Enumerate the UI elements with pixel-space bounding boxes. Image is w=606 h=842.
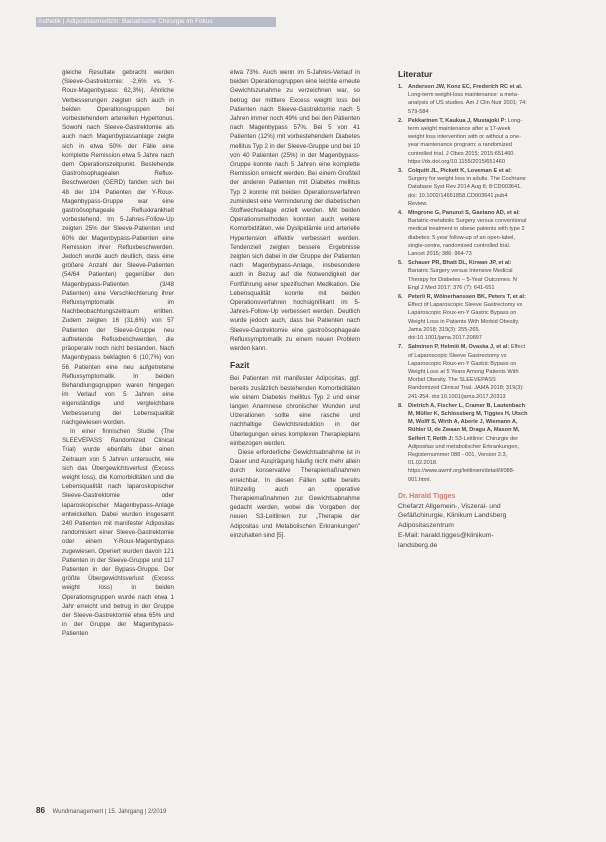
page-number: 86 <box>36 806 45 815</box>
journal-citation: Wundmanagement | 15. Jahrgang | 2/2019 <box>52 809 167 815</box>
body-paragraph: Diese erforderliche Gewichtsabnahme ist in Dauer und Ausprägung häufig nicht mehr allein durch konservative Therapiemaßnahmen erreichbar. In diesen Fällen sollte bereits frühzeitig auch an operative Therapiemaßnahmen zur Gewichtsabnahme gedacht werden, wobei die Vorgaben der neuen S3-Leitlinien zur „Therapie der Adipositas und Metabolischen Erkrankungen" einzuhalten sind [5]. <box>230 448 360 539</box>
body-paragraph: In einer finnischen Studie (The SLEEVEPASS Randomized Clinical Trial) wurde ebenfalls über einen Zeitraum von 5 Jahren untersucht, wie sich das Übergewichtsverlust (Excess weight loss), die Komorbiditäten und die Lebensqualität nach laparoskopischer Sleeve-Gastrektomie oder laparoskopischer Magenbypass-Anlage entwickelten. Dabei wurden insgesamt 240 Patienten mit manifester Adipositas randomisiert einer Sleeve-Gastrektomie oder einem Y-Roux-Magenbypass zugewiesen. Operiert wurden davon 121 Patienten in der Sleeve-Gruppe und 117 Patienten in der Bypass-Gruppe. Der größte Übergewichtsverlust (Excess weight loss) in beiden Operationsgruppen wurde nach etwa 1 Jahr erreicht und betrug in der Gruppe der Sleeve-Gastrektomie etwa 65% und in der Gruppe der Magenbypass-Patienten <box>62 427 174 638</box>
reference-item: 1. Anderson JW, Konz EC, Frederich RC et al. Long-term weight-loss maintenance: a meta-analysis of US studies. Am J Clin Nutr 2001; 74: 579-584 <box>398 84 527 115</box>
author-email: E-Mail: harald.tigges@klinikum- <box>398 531 494 539</box>
reference-item: 5. Schauer PR, Bhatt DL, Kirwan JP, et al: Bariatric Surgery versus Intensive Medical Therapy for Diabetes – 5-Year Outcomes. N Engl J Med 2017; 376 (7): 641-651 <box>398 260 517 291</box>
page-footer <box>36 806 166 815</box>
author-line: Gefäßchirurgie, Klinikum Landsberg <box>398 512 507 520</box>
reference-item: 6. Peterli R, Wölnerhanssen BK, Peters T, et al: Effect of Laparoscopic Sleeve Gastrectomy vs Laparoscopic Roux-en-Y Gastric Bypass on Weight Loss in Patients With Morbid Obesity. Jama 2018; 319(3): 255-265. doi:10.1001/jama.2017.20897 <box>398 294 526 342</box>
reference-item: 4. Mingrone G, Panunzi S, Gaetano AD, et al: Bariatric-metabolic Surgery versus conventional medical treatment in obese patients with type 2 diabetes: 5 year follow-up of an open-label, single-centre, randomised controlled trial. Lancet 2015; 386: 964-73 <box>398 210 527 258</box>
reference-list <box>398 83 528 484</box>
fazit-heading: Fazit <box>230 360 250 371</box>
reference-item: 2. Pekkarinen T, Kaukua J, Mustajoki P: Long-term weight maintenance after a 17-week weight loss intervention with or without a one-year maintenance program: a randomized controlled trial. J Obes 2015; 2015:651460. https://dx.doi.org/10.1155/2015/651460 <box>398 117 523 165</box>
author-line: Adipositaszentrum <box>398 522 454 530</box>
reference-item: 8. Dietrich A, Fischer L, Cramer B, Lautenbach M, Müller K, Schlossberg M, Tiggies H, Utsch M, Wolff S, Wirth A, Aberle J, Wiemann A, Rühler U, de Zwaan M, Dragu A, Mason M, Seifert T, Reith J: S3-Leitlinie: Chirurgie der Adipositas und metabolischer Erkrankungen, Registernummer 088 - 001, Version 2.3, 01.02.2018. https://www.awmf.org/leitlinien/detail/ll/088-001.html. <box>398 402 528 483</box>
author-email: landsberg.de <box>398 541 438 549</box>
body-paragraph: etwa 73%. Auch wenn im 5-Jahres-Verlauf in beiden Operationsgruppen eine leichte erneute Gewichtszunahme zu verzeichnen war, so betrug der mittlere Excess weight loss bei Patienten nach Sleeve-Gastrektomie nach 5 Jahren immer noch 49% und bei den Patienten nach Magenbypass 57%. Bei 5 von 41 Patienten (12%) mit vorbestehendem Diabetes mellitus Typ 2 in der Sleeve-Gruppe und bei 10 von 40 Patienten (25%) in der Magenbypass-Gruppe konnte nach 5 Jahren eine komplette Remission erreicht werden. Bei einem Großteil der anderen Patienten mit Diabetes mellitus Typ 2 konnte mit beiden Operationsverfahren zumindest eine Verminderung der diabetischen Stoffwechsellage erzielt werden. Mit beiden Operationsmethoden konnten auch weitere Komorbiditäten, wie Dyslipidämie und arterielle Hypertension effektiv verbessert werden. Tendenziell zeigten bessere Ergebnisse zeigten sich dabei in der Gruppe der Patienten nach Magenbypass-Anlage, insbesondere auch in Bezug auf die Notwendigkeit der Fortführung einer spezifischen Medikation. Die Lebensqualität konnte mit beiden Operationsverfahren hochsignifikant im 5-Jahres-Follow-Up verbessert werden. Deutlich wurde jedoch auch, dass bei Patienten nach Sleeve-Gastrektomie eine gastroösophageale Refluxsymptomatik zu einem neuen Problem werden kann. <box>230 69 360 353</box>
literature-heading: Literatur <box>398 69 433 79</box>
body-paragraph: Bei Patienten mit manifester Adipositas, ggf. bereits zusätzlich bestehenden Komorbiditäten wie einem Diabetes mellitus Typ 2 und einer langen Anamnese chronischer Wunden und Ulzerationen sollte eine rasche und nachhaltige Gewichtsreduktion in der Überlegungen eines komplexen Therapieplans einbezogen werden. <box>230 375 360 447</box>
body-paragraph: gleiche Resultate gebracht werden (Sleeve-Gastrektomie: -2,6% vs. Y-Roux-Magenbypass: 62,3%). Ähnliche Verbesserungen zeigten sich auch in beiden Operationsgruppen bei vorbestehendem arteriellen Hypertonus. Sowohl nach Sleeve-Gastrektomie als auch nach Magenbypassanlage zeigte sich in etwa 50% der Fälle eine komplette Remission etwa 5 Jahre nach dem Operationszeitpunkt. Bestehende Gastroösophagealen Reflux-Beschwerden (GERD) fanden sich bei 48 der 104 Patienten der Y-Roux-Magenbypass-Gruppe war eine gastroösophageale Refluxkrankheit vorbestehend. Im 5-Jahres-Follow-Up zeigten 25% der Sleeve-Patienten und 60% der Magenbypass-Patienten eine Remission ihrer Refluxbeschwerden. Jedoch wurde auch deutlich, dass eine größere Anzahl der Sleeve-Patienten (54/64 Patienten) gegenüber den Magenbypass-Patienten (3/48 Patienten) eine Verschlechterung ihrer Refluxsymptomatik im Nachbeobachtungszeitraum erlitten. Zudem zeigten 16 (31,6%) von 57 Patienten der Sleeve-Gruppe neu auftretende Refluxbeschwerden, die präoperativ noch nicht bestanden. Nach Magenbypass beklagten 6 (10,7%) von 56 Patienten eine neu aufgetretene Refluxsymptomatik. In beiden Behandlungsgruppen waren hingegen im Verlauf von 5 Jahren eine eigenständige und vergleichbare Verbesserung der Lebensqualität nachgewiesen worden. <box>62 69 174 426</box>
text-column-3 <box>398 68 528 551</box>
running-header: Ästhetik | Adipositasmedizin: Bariatrische Chirurgie im Fokus <box>38 18 213 25</box>
author-name: Dr. Harald Tigges <box>398 492 456 500</box>
text-column-2 <box>230 68 360 540</box>
reference-item: 3. Colquitt JL, Pickett K, Loveman E et al: Surgery for weight loss in adults. The Cochrane Database Syst Rev 2014 Aug 8; 8:CD003641. doi: 10.1002/14651858.CD003641.pub4 Review. <box>398 168 526 207</box>
author-line: Chefarzt Allgemein-, Viszeral- und <box>398 502 501 510</box>
reference-item: 7. Salminen P, Helmiö M, Ovaska J, et al: Effect of Laparoscopic Sleeve Gastrectomy vs Laparoscopic Roux-en-Y Gastric Bypass on Weight Loss at 5 Years Among Patients With Morbid Obesity. The SLEEVEPASS Randomized Clinical Trial. JAMA 2018; 319(3): 241-254. doi:10.1001/jama.2017.20313 <box>398 344 526 400</box>
text-column-1 <box>62 68 174 639</box>
author-info <box>398 492 528 551</box>
